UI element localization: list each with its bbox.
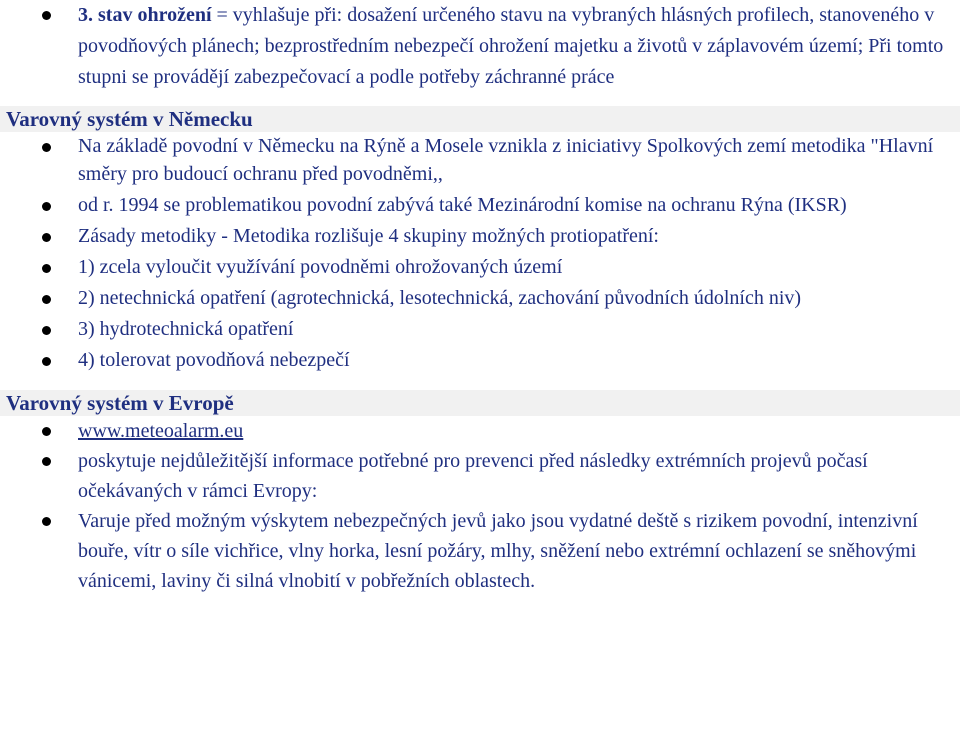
europe-list <box>0 416 960 596</box>
list-item: 3) hydrotechnická opatření <box>0 315 960 343</box>
list-item: Na základě povodní v Německu na Rýně a Mosele vznikla z iniciativy Spolkových zemí metodika "Hlavní směry pro budoucí ochranu před povodněmi,, <box>0 132 960 188</box>
europe-heading: Varovný systém v Evropě <box>0 390 960 416</box>
meteoalarm-link[interactable]: www.meteoalarm.eu <box>78 420 244 442</box>
list-item: 1) zcela vyloučit využívání povodněmi ohrožovaných území <box>0 253 960 281</box>
intro-bold-label: 3. stav ohrožení <box>78 4 212 26</box>
germany-heading: Varovný systém v Německu <box>0 106 960 132</box>
list-item: Zásady metodiky - Metodika rozlišuje 4 skupiny možných protiopatření: <box>0 222 960 250</box>
list-item: 4) tolerovat povodňová nebezpečí <box>0 346 960 374</box>
list-item: Varuje před možným výskytem nebezpečných jevů jako jsou vydatné deště s rizikem povodní, intenzivní bouře, vítr o síle vichřice, vlny horka, lesní požáry, mlhy, sněžení nebo extrémní ochlazení se sněhovými vánicemi, laviny či silná vlnobití v pobřežních oblastech. <box>0 506 960 596</box>
list-item: 2) netechnická opatření (agrotechnická, lesotechnická, zachování původních údolních niv) <box>0 284 960 312</box>
germany-list <box>0 132 960 374</box>
list-item <box>0 416 960 446</box>
intro-item <box>0 0 960 93</box>
list-item: od r. 1994 se problematikou povodní zabývá také Mezinárodní komise na ochranu Rýna (IKSR) <box>0 191 960 219</box>
list-item: poskytuje nejdůležitější informace potřebné pro prevenci před následky extrémních projevů počasí očekávaných v rámci Evropy: <box>0 446 960 506</box>
intro-text: = vyhlašuje při: dosažení určeného stavu na vybraných hlásných profilech, stanoveného v povodňových plánech; bezprostředním nebezpečí ohrožení majetku a životů v záplavovém území; Při tomto stupni se provádějí zabezpečovací a podle potřeby záchranné práce <box>78 4 944 88</box>
intro-list <box>0 0 960 93</box>
